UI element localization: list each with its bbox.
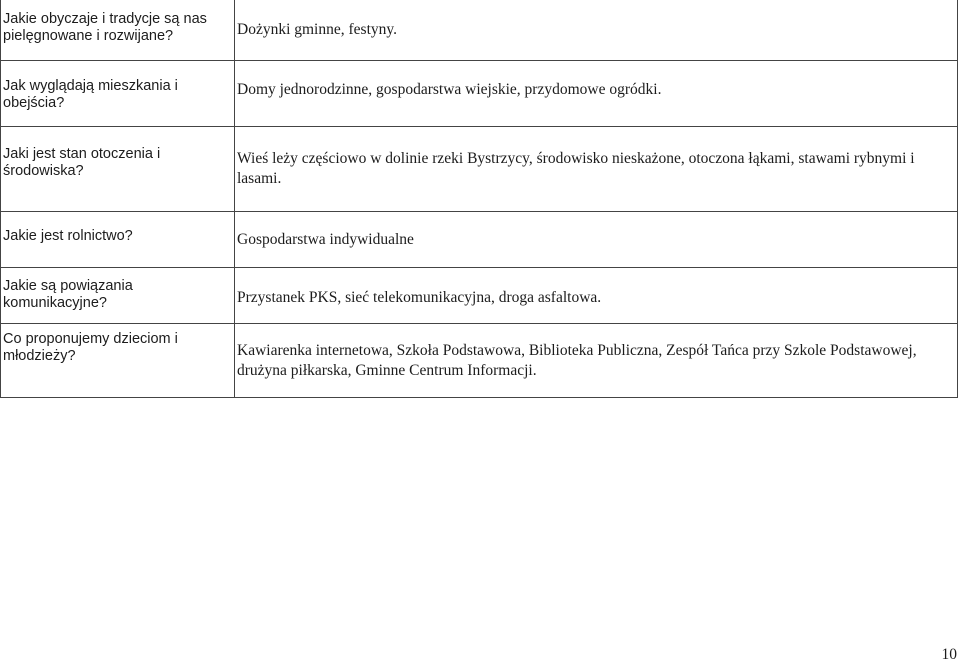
- table-row: [1, 0, 958, 61]
- answer-cell: [235, 212, 958, 268]
- table-row: [1, 324, 958, 398]
- answer-cell: [235, 61, 958, 127]
- question-text: Jakie są powiązania komunikacyjne?: [3, 278, 133, 311]
- answer-cell: [235, 0, 958, 61]
- question-cell: [1, 212, 235, 268]
- answer-text: Gospodarstwa indywidualne: [237, 231, 414, 248]
- question-cell: [1, 324, 235, 398]
- table-row: [1, 61, 958, 127]
- question-cell: [1, 0, 235, 61]
- answer-cell: [235, 324, 958, 398]
- question-text: Jakie obyczaje i tradycje są nas pielęgnowane i rozwijane?: [3, 11, 207, 44]
- question-text: Jakie jest rolnictwo?: [3, 228, 133, 244]
- answer-text: Domy jednorodzinne, gospodarstwa wiejskie, przydomowe ogródki.: [237, 81, 662, 98]
- table-row: [1, 268, 958, 324]
- answer-text: Wieś leży częściowo w dolinie rzeki Bystrzycy, środowisko nieskażone, otoczona łąkami, stawami rybnymi i lasami.: [237, 150, 915, 187]
- question-cell: [1, 127, 235, 212]
- table-row: [1, 127, 958, 212]
- question-text: Jaki jest stan otoczenia i środowiska?: [3, 146, 161, 179]
- answer-text: Dożynki gminne, festyny.: [237, 21, 397, 38]
- question-cell: [1, 268, 235, 324]
- answer-text: Kawiarenka internetowa, Szkoła Podstawowa, Biblioteka Publiczna, Zespół Tańca przy Szkole Podstawowej, drużyna piłkarska, Gminne Centrum Informacji.: [237, 342, 917, 379]
- page-number: 10: [941, 646, 957, 663]
- question-text: Jak wyglądają mieszkania i obejścia?: [3, 78, 178, 111]
- answer-cell: [235, 268, 958, 324]
- answer-cell: [235, 127, 958, 212]
- question-cell: [1, 61, 235, 127]
- table-row: [1, 212, 958, 268]
- question-text: Co proponujemy dzieciom i młodzieży?: [3, 331, 178, 364]
- answer-text: Przystanek PKS, sieć telekomunikacyjna, droga asfaltowa.: [237, 289, 602, 306]
